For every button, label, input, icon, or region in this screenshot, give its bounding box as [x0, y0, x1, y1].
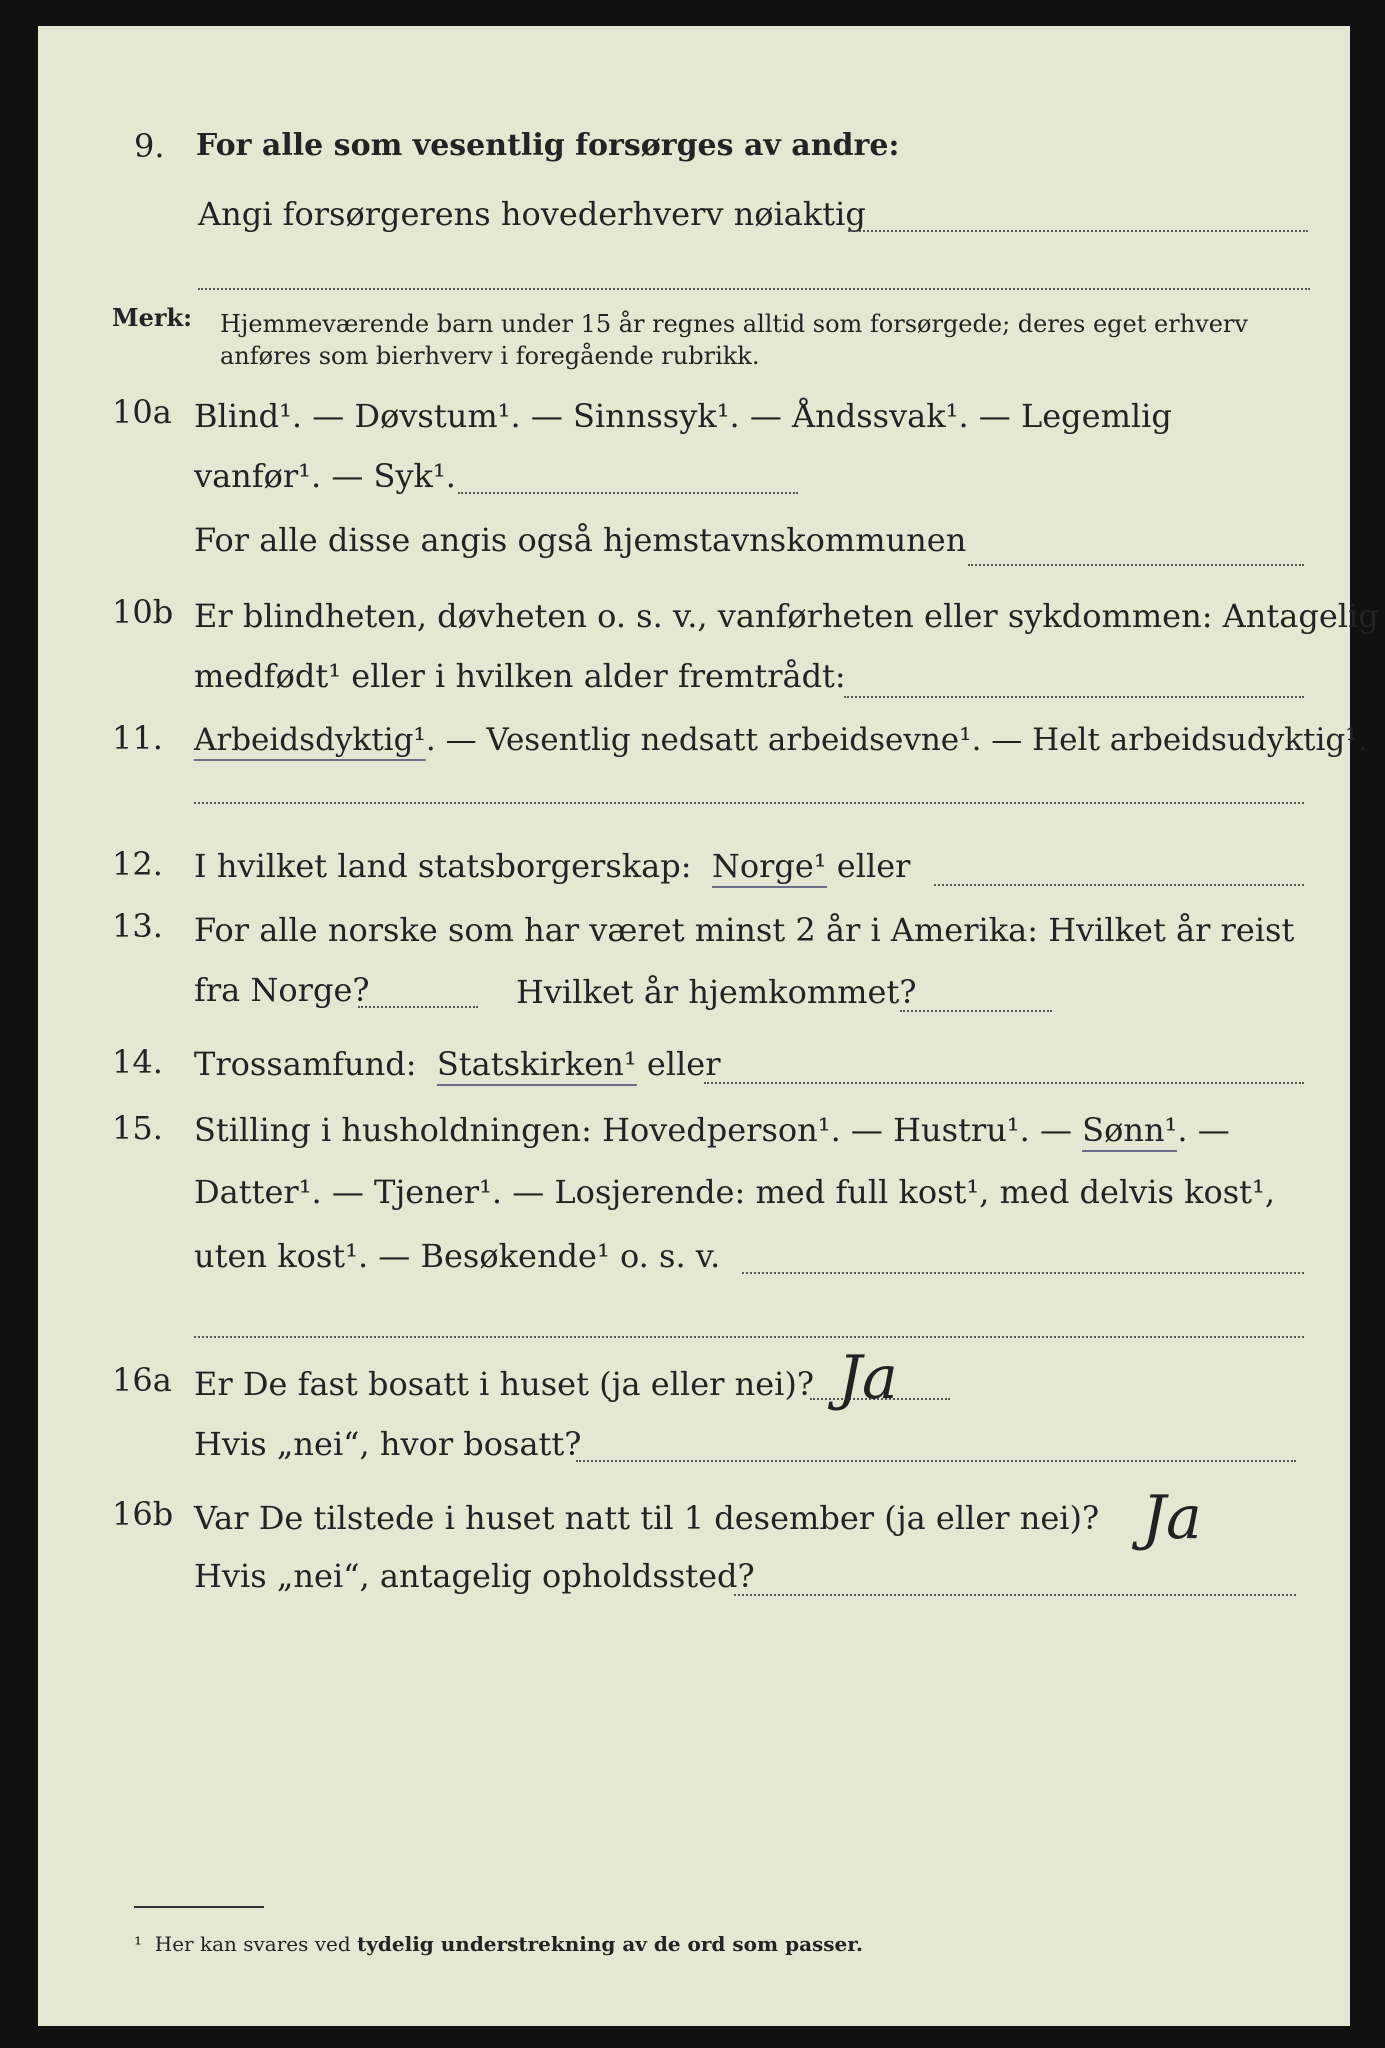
q12-line: [194, 846, 910, 886]
q15-line1-end: . —: [1177, 1111, 1230, 1149]
q9-number: 9.: [134, 127, 165, 165]
q11-answer-line: [194, 802, 1304, 804]
merk-label: Merk:: [112, 303, 192, 332]
q9-line1: For alle som vesentlig forsørges av andre:: [196, 128, 900, 163]
q10a-line3: For alle disse angis også hjemstavnskommunen: [194, 521, 967, 559]
q12-answer-line: [934, 884, 1304, 886]
q14-number: 14.: [112, 1043, 163, 1081]
q10b-line2: medfødt¹ eller i hvilken alder fremtrådt:: [194, 657, 846, 695]
q10a-line2: vanfør¹. — Syk¹.: [194, 457, 456, 495]
footnote: [134, 1930, 863, 1958]
q15-line1: [194, 1110, 1230, 1150]
q15-answer-line-1: [742, 1272, 1304, 1274]
q12-eller: eller: [836, 847, 911, 885]
q13-line2a: fra Norge?: [194, 971, 370, 1009]
q9-answer-line-2: [198, 288, 1310, 290]
q10a-hjemstavn-line: [968, 564, 1304, 566]
q16b-line1: Var De tilstede i huset natt til 1 desember (ja eller nei)?: [194, 1499, 1100, 1537]
q13-hjemkommet-line: [900, 1010, 1052, 1012]
footnote-bold-text: tydelig understrekning av de ord som passer.: [357, 1932, 863, 1956]
q16a-number: 16a: [112, 1361, 172, 1399]
q14-line: [194, 1044, 720, 1084]
q14-answer-line: [704, 1082, 1304, 1084]
q11-number: 11.: [112, 719, 163, 757]
q11-option-arbeidsdyktig: Arbeidsdyktig¹: [194, 722, 426, 761]
q11-rest: . — Vesentlig nedsatt arbeidsevne¹. — Helt arbeidsudyktig¹.: [425, 722, 1368, 758]
q16a-handwritten-answer: Ja: [838, 1343, 898, 1413]
merk-line1: Hjemmeværende barn under 15 år regnes alltid som forsørgede; deres eget erhverv: [220, 310, 1248, 338]
q15-option-sonn: Sønn¹: [1082, 1111, 1177, 1152]
q13-line1: For alle norske som har været minst 2 år i Amerika: Hvilket år reist: [194, 911, 1295, 949]
q9-answer-line-1: [848, 230, 1308, 232]
q14-question: Trossamfund:: [194, 1045, 417, 1083]
q9-line2: Angi forsørgerens hovederhverv nøiaktig: [198, 195, 866, 233]
q13-number: 13.: [112, 907, 163, 945]
q14-option-statskirken: Statskirken¹: [437, 1045, 637, 1086]
q10b-line1: Er blindheten, døvheten o. s. v., vanførheten eller sykdommen: Antagelig: [194, 597, 1379, 635]
q10a-answer-line: [458, 492, 798, 494]
q12-option-norge: Norge¹: [712, 847, 827, 888]
q15-line2: Datter¹. — Tjener¹. — Losjerende: med full kost¹, med delvis kost¹,: [194, 1173, 1276, 1211]
q16a-line2: Hvis „nei“, hvor bosatt?: [194, 1425, 582, 1463]
q10b-answer-line: [844, 696, 1304, 698]
q13-line2b: Hvilket år hjemkommet?: [516, 973, 917, 1011]
q11-line: [194, 720, 1368, 760]
footnote-text: Her kan svares ved: [154, 1932, 351, 1956]
footnote-mark: ¹: [134, 1932, 143, 1956]
q15-line1-text: Stilling i husholdningen: Hovedperson¹. — Hustru¹. —: [194, 1111, 1072, 1149]
q15-number: 15.: [112, 1109, 163, 1147]
q14-eller: eller: [646, 1045, 721, 1083]
q16a-line1: Er De fast bosatt i huset (ja eller nei)?: [194, 1365, 815, 1403]
q12-number: 12.: [112, 845, 163, 883]
q16b-handwritten-answer: Ja: [1142, 1483, 1202, 1553]
footnote-rule: [134, 1906, 264, 1908]
merk-line2: anføres som bierhverv i foregående rubrikk.: [220, 342, 760, 370]
q10a-number: 10a: [112, 393, 172, 431]
q16b-line2: Hvis „nei“, antagelig opholdssted?: [194, 1557, 755, 1595]
census-form-page: [38, 26, 1379, 2026]
q16b-opholdssted-line: [734, 1594, 1296, 1596]
q15-answer-line-2: [194, 1336, 1304, 1338]
q10b-number: 10b: [112, 593, 174, 631]
q10a-line1: Blind¹. — Døvstum¹. — Sinnssyk¹. — Åndssvak¹. — Legemlig: [194, 397, 1172, 435]
q15-line3: uten kost¹. — Besøkende¹ o. s. v.: [194, 1237, 721, 1275]
q16a-bosatt-line: [576, 1460, 1296, 1462]
q13-reist-line: [358, 1006, 478, 1008]
q16b-number: 16b: [112, 1495, 174, 1533]
q12-question: I hvilket land statsborgerskap:: [194, 847, 692, 885]
